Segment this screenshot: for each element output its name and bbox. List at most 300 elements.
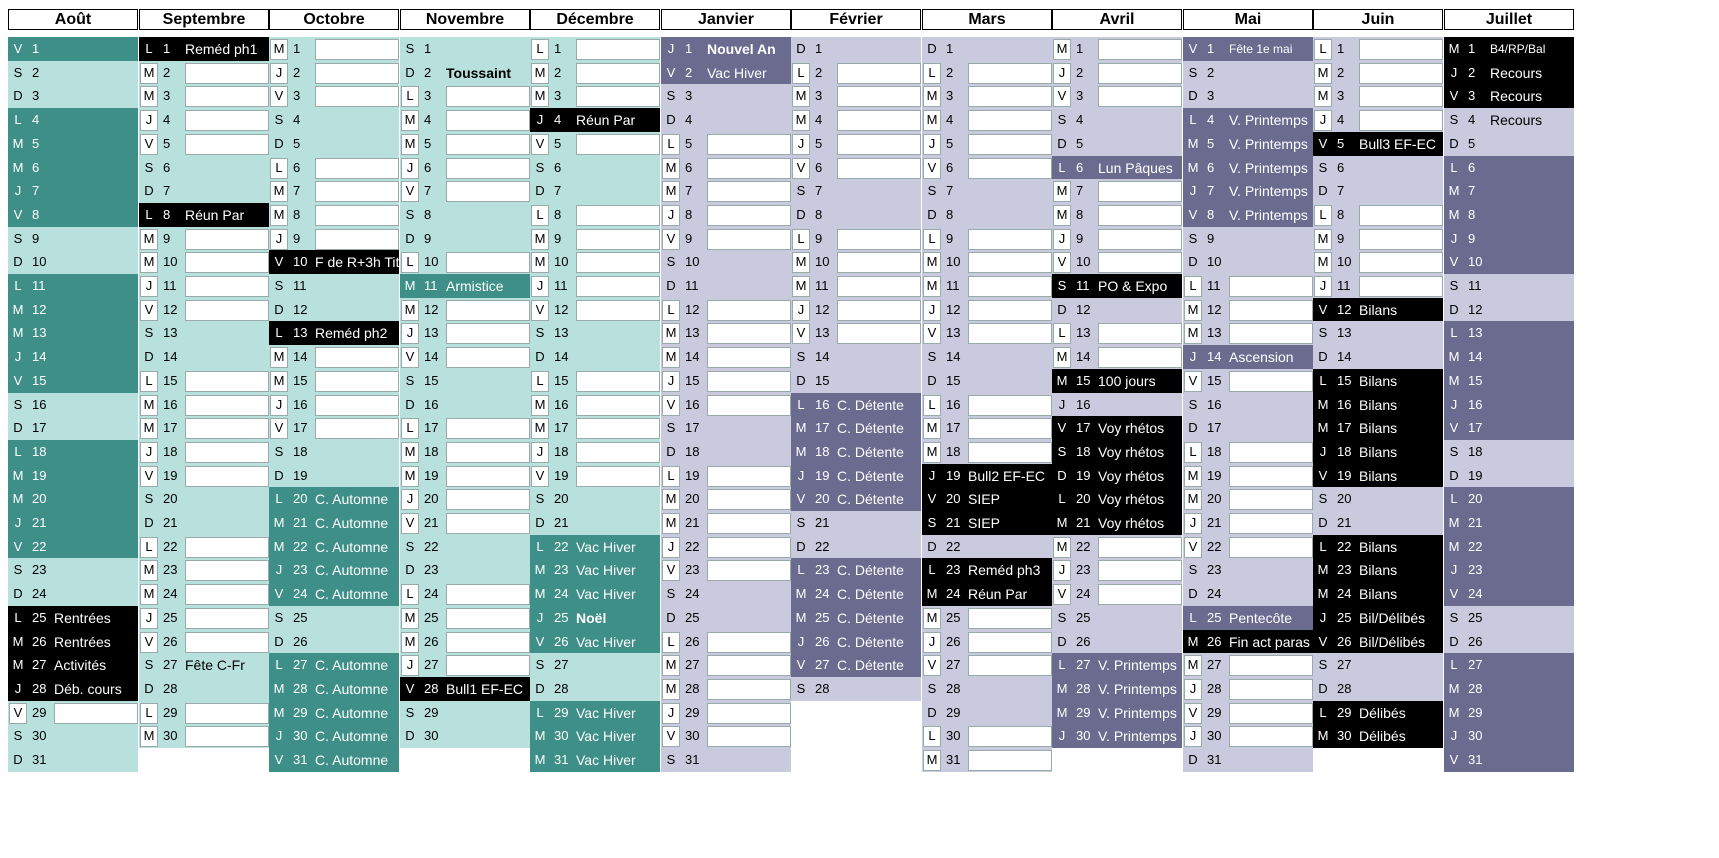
- day-number: 11: [685, 278, 699, 293]
- entry-cell[interactable]: [315, 181, 399, 202]
- day-row: [269, 298, 399, 322]
- entry-cell[interactable]: [1229, 442, 1313, 463]
- entry-cell[interactable]: [707, 513, 791, 534]
- day-event-label: Reméd ph2: [315, 325, 388, 341]
- entry-cell[interactable]: [576, 300, 660, 321]
- entry-cell[interactable]: [185, 632, 269, 653]
- day-event-label: Voy rhétos: [1098, 444, 1165, 460]
- entry-cell[interactable]: [446, 252, 530, 273]
- entry-cell[interactable]: [446, 158, 530, 179]
- weekday-letter: M: [1056, 539, 1068, 554]
- entry-cell[interactable]: [1359, 205, 1443, 226]
- entry-cell[interactable]: [576, 134, 660, 155]
- entry-cell[interactable]: [315, 371, 399, 392]
- entry-cell[interactable]: [185, 300, 269, 321]
- weekday-letter: J: [1450, 562, 1458, 577]
- entry-cell[interactable]: [185, 537, 269, 558]
- entry-cell[interactable]: [837, 158, 921, 179]
- day-row: [1183, 487, 1313, 511]
- entry-cell[interactable]: [1359, 110, 1443, 131]
- entry-cell[interactable]: [968, 252, 1052, 273]
- entry-cell[interactable]: [968, 726, 1052, 747]
- weekday-letter: D: [144, 515, 154, 530]
- entry-cell[interactable]: [707, 632, 791, 653]
- day-event-label: Bilans: [1359, 586, 1398, 602]
- day-row: [661, 606, 791, 630]
- day-number: 16: [424, 397, 439, 412]
- entry-cell[interactable]: [707, 489, 791, 510]
- entry-cell[interactable]: [576, 86, 660, 107]
- day-number: 10: [1207, 254, 1222, 269]
- entry-cell[interactable]: [185, 110, 269, 131]
- day-number: 28: [424, 681, 439, 696]
- day-event-label: C. Détente: [837, 444, 904, 460]
- entry-cell[interactable]: [185, 134, 269, 155]
- day-row: [8, 582, 138, 606]
- weekday-letter: S: [274, 112, 284, 127]
- day-number: 28: [1337, 681, 1352, 696]
- entry-cell[interactable]: [837, 110, 921, 131]
- entry-cell[interactable]: [1098, 63, 1182, 84]
- day-row: [8, 369, 138, 393]
- entry-cell[interactable]: [837, 86, 921, 107]
- day-event-label: Bilans: [1359, 420, 1398, 436]
- day-row: [791, 487, 921, 511]
- weekday-letter: S: [1057, 610, 1067, 625]
- day-row: [530, 677, 660, 701]
- day-number: 20: [163, 491, 178, 506]
- entry-cell[interactable]: [1098, 537, 1182, 558]
- day-row: [530, 250, 660, 274]
- entry-cell[interactable]: [185, 418, 269, 439]
- day-row: [1183, 274, 1313, 298]
- weekday-letter: D: [405, 397, 415, 412]
- weekday-letter: V: [927, 160, 937, 175]
- entry-cell[interactable]: [185, 63, 269, 84]
- entry-cell[interactable]: [1229, 537, 1313, 558]
- entry-cell[interactable]: [315, 86, 399, 107]
- entry-cell[interactable]: [837, 300, 921, 321]
- entry-cell[interactable]: [185, 276, 269, 297]
- weekday-letter: J: [1058, 231, 1066, 246]
- entry-cell[interactable]: [1229, 726, 1313, 747]
- entry-cell[interactable]: [446, 323, 530, 344]
- weekday-letter: L: [145, 705, 153, 720]
- day-row: [661, 511, 791, 535]
- entry-cell[interactable]: [1098, 252, 1182, 273]
- day-row: [1183, 179, 1313, 203]
- day-row: [8, 724, 138, 748]
- entry-cell[interactable]: [185, 229, 269, 250]
- weekday-letter: S: [1188, 231, 1198, 246]
- entry-cell[interactable]: [707, 300, 791, 321]
- day-number: 30: [424, 728, 439, 743]
- entry-cell[interactable]: [968, 750, 1052, 771]
- entry-cell[interactable]: [185, 86, 269, 107]
- day-row: [1183, 61, 1313, 85]
- entry-cell[interactable]: [707, 655, 791, 676]
- day-number: 27: [293, 657, 308, 672]
- entry-cell[interactable]: [707, 537, 791, 558]
- entry-cell[interactable]: [1098, 39, 1182, 60]
- entry-cell[interactable]: [446, 347, 530, 368]
- weekday-letter: M: [143, 728, 155, 743]
- entry-cell[interactable]: [1229, 323, 1313, 344]
- day-number: 20: [1337, 491, 1352, 506]
- entry-cell[interactable]: [1229, 489, 1313, 510]
- entry-cell[interactable]: [185, 726, 269, 747]
- entry-cell[interactable]: [707, 158, 791, 179]
- entry-cell[interactable]: [315, 395, 399, 416]
- day-row: [400, 606, 530, 630]
- weekday-letter: M: [795, 112, 807, 127]
- entry-cell[interactable]: [707, 466, 791, 487]
- entry-cell[interactable]: [315, 63, 399, 84]
- day-row: [661, 582, 791, 606]
- entry-cell[interactable]: [707, 560, 791, 581]
- entry-cell[interactable]: [1229, 371, 1313, 392]
- entry-cell[interactable]: [1098, 560, 1182, 581]
- weekday-letter: J: [667, 539, 675, 554]
- weekday-letter: S: [405, 705, 415, 720]
- weekday-letter: L: [1319, 705, 1327, 720]
- weekday-letter: V: [927, 657, 937, 672]
- entry-cell[interactable]: [185, 608, 269, 629]
- entry-cell[interactable]: [185, 584, 269, 605]
- day-row: [1183, 653, 1313, 677]
- entry-cell[interactable]: [446, 442, 530, 463]
- day-number: 4: [424, 112, 432, 127]
- entry-cell[interactable]: [1229, 276, 1313, 297]
- day-number: 1: [554, 41, 562, 56]
- day-number: 5: [946, 136, 954, 151]
- entry-cell[interactable]: [1098, 584, 1182, 605]
- day-number: 10: [1337, 254, 1352, 269]
- day-number: 18: [554, 444, 569, 459]
- weekday-letter: M: [143, 586, 155, 601]
- entry-cell[interactable]: [315, 205, 399, 226]
- weekday-letter: M: [926, 586, 938, 601]
- entry-cell[interactable]: [1098, 181, 1182, 202]
- entry-cell[interactable]: [315, 39, 399, 60]
- day-row: [661, 345, 791, 369]
- entry-cell[interactable]: [315, 418, 399, 439]
- entry-cell[interactable]: [315, 347, 399, 368]
- entry-cell[interactable]: [968, 134, 1052, 155]
- day-row: [1313, 582, 1443, 606]
- day-number: 1: [1207, 41, 1215, 56]
- weekday-letter: D: [1318, 515, 1328, 530]
- weekday-letter: M: [404, 302, 416, 317]
- entry-cell[interactable]: [1229, 513, 1313, 534]
- weekday-letter: V: [1318, 302, 1328, 317]
- entry-cell[interactable]: [707, 347, 791, 368]
- weekday-letter: M: [534, 397, 546, 412]
- entry-cell[interactable]: [446, 632, 530, 653]
- day-event-label: SIEP: [968, 491, 1000, 507]
- entry-cell[interactable]: [446, 418, 530, 439]
- entry-cell[interactable]: [968, 158, 1052, 179]
- day-row: [1183, 558, 1313, 582]
- entry-cell[interactable]: [837, 229, 921, 250]
- entry-cell[interactable]: [968, 442, 1052, 463]
- entry-cell[interactable]: [968, 229, 1052, 250]
- weekday-letter: V: [1318, 136, 1328, 151]
- day-number: 27: [1337, 657, 1352, 672]
- entry-cell[interactable]: [185, 252, 269, 273]
- day-number: 11: [32, 278, 46, 293]
- entry-cell[interactable]: [1359, 39, 1443, 60]
- entry-cell[interactable]: [707, 229, 791, 250]
- entry-cell[interactable]: [576, 442, 660, 463]
- weekday-letter: L: [928, 231, 936, 246]
- weekday-letter: J: [14, 349, 22, 364]
- entry-cell[interactable]: [968, 655, 1052, 676]
- entry-cell[interactable]: [185, 395, 269, 416]
- entry-cell[interactable]: [54, 703, 138, 724]
- weekday-letter: V: [13, 539, 23, 554]
- day-number: 21: [1337, 515, 1352, 530]
- weekday-letter: V: [274, 254, 284, 269]
- day-row: [139, 345, 269, 369]
- weekday-letter: M: [273, 373, 285, 388]
- entry-cell[interactable]: [446, 466, 530, 487]
- day-row: [1444, 535, 1574, 559]
- weekday-letter: V: [796, 160, 806, 175]
- day-number: 4: [1076, 112, 1084, 127]
- weekday-letter: V: [1057, 586, 1067, 601]
- day-number: 19: [1468, 468, 1483, 483]
- entry-cell[interactable]: [707, 703, 791, 724]
- entry-cell[interactable]: [968, 323, 1052, 344]
- day-number: 21: [554, 515, 569, 530]
- entry-cell[interactable]: [1098, 347, 1182, 368]
- day-row: [1313, 701, 1443, 725]
- weekday-letter: S: [1318, 491, 1328, 506]
- day-number: 4: [1207, 112, 1215, 127]
- entry-cell[interactable]: [968, 632, 1052, 653]
- entry-cell[interactable]: [576, 252, 660, 273]
- weekday-letter: V: [1057, 254, 1067, 269]
- day-number: 9: [554, 231, 562, 246]
- entry-cell[interactable]: [576, 371, 660, 392]
- entry-cell[interactable]: [446, 655, 530, 676]
- day-number: 9: [1337, 231, 1345, 246]
- weekday-letter: S: [405, 539, 415, 554]
- entry-cell[interactable]: [837, 252, 921, 273]
- entry-cell[interactable]: [968, 395, 1052, 416]
- day-row: [400, 582, 530, 606]
- day-number: 14: [554, 349, 569, 364]
- day-row: [1313, 653, 1443, 677]
- day-row: [791, 298, 921, 322]
- entry-cell[interactable]: [446, 86, 530, 107]
- day-number: 2: [554, 65, 562, 80]
- entry-cell[interactable]: [707, 134, 791, 155]
- weekday-letter: M: [273, 183, 285, 198]
- entry-cell[interactable]: [446, 134, 530, 155]
- entry-cell[interactable]: [707, 371, 791, 392]
- day-number: 24: [163, 586, 178, 601]
- weekday-letter: J: [406, 491, 414, 506]
- entry-cell[interactable]: [576, 39, 660, 60]
- weekday-letter: D: [1449, 136, 1459, 151]
- weekday-letter: V: [1449, 88, 1459, 103]
- day-row: [139, 701, 269, 725]
- weekday-letter: L: [536, 207, 544, 222]
- entry-cell[interactable]: [707, 323, 791, 344]
- entry-cell[interactable]: [1359, 276, 1443, 297]
- day-number: 7: [163, 183, 171, 198]
- entry-cell[interactable]: [1098, 86, 1182, 107]
- entry-cell[interactable]: [1359, 252, 1443, 273]
- entry-cell[interactable]: [185, 703, 269, 724]
- weekday-letter: D: [796, 539, 806, 554]
- day-number: 31: [685, 752, 700, 767]
- entry-cell[interactable]: [576, 229, 660, 250]
- entry-cell[interactable]: [968, 300, 1052, 321]
- month-header: Juillet: [1444, 9, 1574, 30]
- day-row: [791, 227, 921, 251]
- entry-cell[interactable]: [1229, 655, 1313, 676]
- entry-cell[interactable]: [1229, 300, 1313, 321]
- day-row: [1444, 369, 1574, 393]
- day-number: 22: [685, 539, 700, 554]
- weekday-letter: M: [1187, 657, 1199, 672]
- day-row: [1052, 724, 1182, 748]
- entry-cell[interactable]: [1229, 679, 1313, 700]
- entry-cell[interactable]: [707, 205, 791, 226]
- entry-cell[interactable]: [576, 395, 660, 416]
- entry-cell[interactable]: [1359, 229, 1443, 250]
- entry-cell[interactable]: [185, 442, 269, 463]
- entry-cell[interactable]: [576, 205, 660, 226]
- entry-cell[interactable]: [1098, 229, 1182, 250]
- weekday-letter: S: [13, 65, 23, 80]
- weekday-letter: M: [1187, 160, 1199, 175]
- day-row: [791, 677, 921, 701]
- entry-cell[interactable]: [707, 395, 791, 416]
- day-number: 9: [424, 231, 432, 246]
- entry-cell[interactable]: [1229, 466, 1313, 487]
- day-row: [400, 511, 530, 535]
- entry-cell[interactable]: [968, 110, 1052, 131]
- entry-cell[interactable]: [446, 181, 530, 202]
- day-number: 21: [1468, 515, 1483, 530]
- day-row: [791, 535, 921, 559]
- entry-cell[interactable]: [576, 276, 660, 297]
- day-number: 29: [946, 705, 961, 720]
- entry-cell[interactable]: [446, 110, 530, 131]
- weekday-letter: J: [797, 468, 805, 483]
- entry-cell[interactable]: [707, 679, 791, 700]
- day-number: 16: [1076, 397, 1091, 412]
- day-number: 25: [1207, 610, 1222, 625]
- weekday-letter: J: [667, 373, 675, 388]
- weekday-letter: J: [406, 160, 414, 175]
- day-number: 16: [163, 397, 178, 412]
- day-number: 21: [946, 515, 961, 530]
- day-number: 13: [946, 325, 961, 340]
- weekday-letter: J: [145, 278, 153, 293]
- entry-cell[interactable]: [1098, 323, 1182, 344]
- weekday-letter: V: [666, 397, 676, 412]
- weekday-letter: M: [1317, 586, 1329, 601]
- day-row: [269, 227, 399, 251]
- entry-cell[interactable]: [707, 726, 791, 747]
- day-number: 22: [1076, 539, 1091, 554]
- entry-cell[interactable]: [837, 323, 921, 344]
- day-number: 23: [293, 562, 308, 577]
- entry-cell[interactable]: [837, 134, 921, 155]
- entry-cell[interactable]: [837, 276, 921, 297]
- day-number: 13: [1076, 325, 1091, 340]
- weekday-letter: M: [404, 112, 416, 127]
- day-row: [530, 156, 660, 180]
- entry-cell[interactable]: [837, 63, 921, 84]
- entry-cell[interactable]: [446, 584, 530, 605]
- entry-cell[interactable]: [315, 158, 399, 179]
- day-row: [1183, 440, 1313, 464]
- entry-cell[interactable]: [1359, 86, 1443, 107]
- day-row: [1052, 535, 1182, 559]
- day-row: [791, 630, 921, 654]
- day-row: [791, 61, 921, 85]
- entry-cell[interactable]: [315, 229, 399, 250]
- entry-cell[interactable]: [185, 371, 269, 392]
- entry-cell[interactable]: [968, 86, 1052, 107]
- entry-cell[interactable]: [446, 608, 530, 629]
- entry-cell[interactable]: [185, 466, 269, 487]
- weekday-letter: V: [1188, 41, 1198, 56]
- day-number: 13: [1207, 325, 1222, 340]
- entry-cell[interactable]: [185, 560, 269, 581]
- entry-cell[interactable]: [968, 418, 1052, 439]
- day-number: 28: [1468, 681, 1483, 696]
- entry-cell[interactable]: [1098, 205, 1182, 226]
- weekday-letter: D: [1188, 420, 1198, 435]
- entry-cell[interactable]: [576, 418, 660, 439]
- day-number: 18: [424, 444, 439, 459]
- day-number: 18: [946, 444, 961, 459]
- day-row: [400, 535, 530, 559]
- day-event-label: Noël: [576, 610, 607, 626]
- day-row: [1313, 250, 1443, 274]
- entry-cell[interactable]: [707, 181, 791, 202]
- entry-cell[interactable]: [968, 608, 1052, 629]
- day-number: 24: [815, 586, 830, 601]
- entry-cell[interactable]: [576, 466, 660, 487]
- entry-cell[interactable]: [576, 63, 660, 84]
- entry-cell[interactable]: [968, 276, 1052, 297]
- day-number: 17: [163, 420, 178, 435]
- weekday-letter: D: [1318, 349, 1328, 364]
- entry-cell[interactable]: [446, 489, 530, 510]
- day-event-label: Vac Hiver: [576, 705, 636, 721]
- entry-cell[interactable]: [1229, 703, 1313, 724]
- weekday-letter: V: [1188, 207, 1198, 222]
- entry-cell[interactable]: [446, 300, 530, 321]
- day-event-label: Bilans: [1359, 468, 1398, 484]
- day-row: [661, 630, 791, 654]
- entry-cell[interactable]: [446, 513, 530, 534]
- weekday-letter: M: [1317, 397, 1329, 412]
- weekday-letter: V: [796, 325, 806, 340]
- day-row: [1444, 156, 1574, 180]
- entry-cell[interactable]: [1359, 63, 1443, 84]
- weekday-letter: M: [12, 468, 24, 483]
- entry-cell[interactable]: [968, 63, 1052, 84]
